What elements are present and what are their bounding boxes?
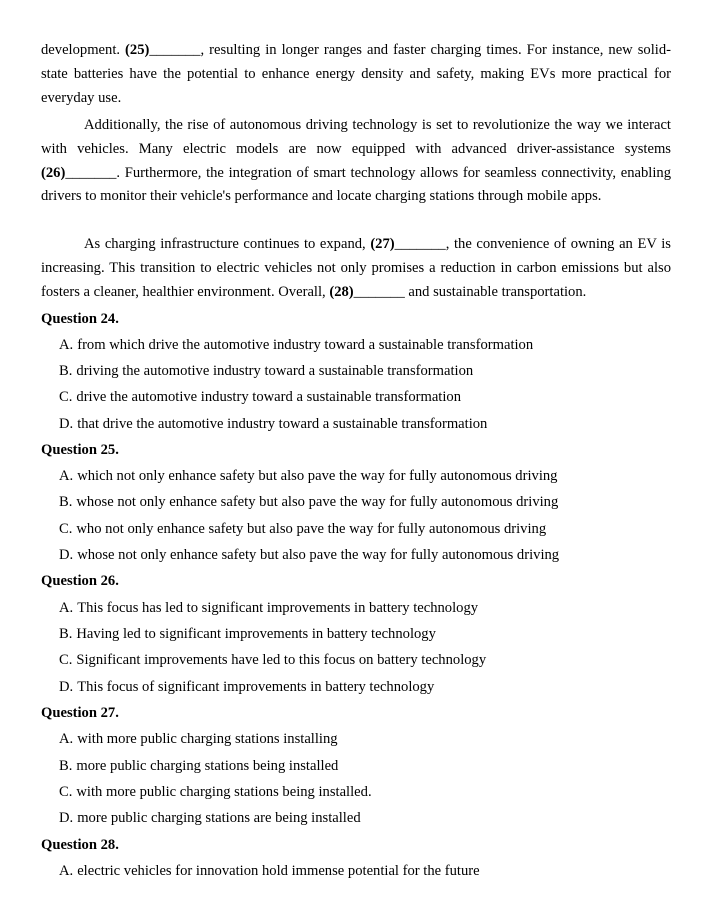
blank-27-number: (27): [370, 236, 395, 252]
option-text: with more public charging stations being installed.: [76, 784, 372, 800]
question-28-option-a: [59, 861, 480, 881]
option-text: that drive the automotive industry toward a sustainable transformation: [77, 416, 488, 432]
option-text: whose not only enhance safety but also pave the way for fully autonomous driving: [77, 547, 560, 563]
blank-25-line: _______: [149, 42, 201, 58]
question-27-option-d: [59, 808, 361, 828]
blank-26-number: (26): [41, 164, 66, 181]
option-letter: B.: [59, 363, 73, 379]
passage-paragraph-2: [41, 114, 671, 209]
option-text: more public charging stations are being installed: [77, 810, 361, 826]
question-25-option-c: [59, 519, 546, 539]
option-letter: D.: [59, 547, 74, 563]
p1-text-after: , resulting in longer ranges and faster charging times. For instance, new solid-state batteries have the potential to enhance energy density and safety, making EVs more practical for everyday use.: [41, 42, 671, 106]
p2-text-after: . Furthermore, the integration of smart technology allows for seamless connectivity, enabling drivers to monitor their vehicle's performance and locate charging stations through mobile apps.: [41, 164, 671, 205]
option-letter: A.: [59, 600, 74, 616]
option-text: which not only enhance safety but also pave the way for fully autonomous driving: [77, 468, 558, 484]
question-27-heading: Question 27.: [41, 705, 119, 721]
option-letter: B.: [59, 758, 73, 774]
question-24-option-d: [59, 414, 487, 434]
question-25-heading: Question 25.: [41, 442, 119, 458]
option-text: Significant improvements have led to this focus on battery technology: [76, 652, 487, 668]
question-24-option-a: [59, 335, 533, 355]
option-text: from which drive the automotive industry toward a sustainable transformation: [77, 337, 534, 353]
option-letter: C.: [59, 521, 73, 537]
question-26-option-c: [59, 650, 486, 670]
option-letter: A.: [59, 731, 74, 747]
question-26-heading: Question 26.: [41, 573, 119, 589]
p1-text-before: development.: [41, 42, 126, 58]
option-letter: D.: [59, 810, 74, 826]
option-text: with more public charging stations installing: [77, 731, 338, 747]
p3-text-after: and sustainable transportation.: [404, 283, 587, 300]
blank-26-line: _______: [65, 164, 117, 181]
option-letter: D.: [59, 679, 74, 695]
blank-27-line: _______: [394, 236, 446, 252]
option-text: Having led to significant improvements in battery technology: [76, 626, 436, 642]
question-27-option-a: [59, 729, 338, 749]
passage-paragraph-1: [41, 39, 671, 110]
option-letter: C.: [59, 652, 73, 668]
question-24-option-c: [59, 387, 461, 407]
question-26-option-a: [59, 598, 478, 618]
p2-text-before: Additionally, the rise of autonomous driving technology is set to revolutionize the way we interact with vehicles. Many electric models are now equipped with advanced driver-assistance systems: [41, 117, 671, 157]
option-text: driving the automotive industry toward a sustainable transformation: [76, 363, 474, 379]
question-27-option-c: [59, 782, 372, 802]
option-letter: C.: [59, 389, 73, 405]
option-text: who not only enhance safety but also pave the way for fully autonomous driving: [76, 521, 547, 537]
question-24-heading: Question 24.: [41, 311, 119, 327]
p3-text-middle: , the convenience of owning an EV is increasing. This transition to electric vehicles not only promises a reduction in carbon emissions but also fosters a cleaner, healthier environment. Overall,: [41, 236, 671, 300]
option-letter: D.: [59, 416, 74, 432]
option-letter: A.: [59, 468, 74, 484]
passage-paragraph-3: [41, 233, 671, 304]
blank-28-line: _______: [353, 283, 405, 300]
question-25-option-a: [59, 466, 557, 486]
option-text: drive the automotive industry toward a sustainable transformation: [76, 389, 462, 405]
question-25-option-b: [59, 492, 558, 512]
option-text: electric vehicles for innovation hold immense potential for the future: [77, 863, 480, 879]
option-letter: A.: [59, 337, 74, 353]
option-text: This focus of significant improvements in battery technology: [77, 679, 435, 695]
option-letter: B.: [59, 626, 73, 642]
question-28-heading: Question 28.: [41, 837, 119, 853]
question-24-option-b: [59, 361, 473, 381]
question-26-option-d: [59, 677, 434, 697]
blank-28-number: (28): [329, 283, 354, 300]
option-text: whose not only enhance safety but also pave the way for fully autonomous driving: [76, 494, 559, 510]
question-27-option-b: [59, 756, 338, 776]
option-text: This focus has led to significant improvements in battery technology: [77, 600, 479, 616]
option-letter: C.: [59, 784, 73, 800]
question-26-option-b: [59, 624, 436, 644]
option-letter: A.: [59, 863, 74, 879]
blank-25-number: (25): [125, 42, 150, 58]
question-25-option-d: [59, 545, 559, 565]
option-text: more public charging stations being installed: [76, 758, 339, 774]
option-letter: B.: [59, 494, 73, 510]
p3-text-before: As charging infrastructure continues to expand,: [84, 236, 371, 252]
